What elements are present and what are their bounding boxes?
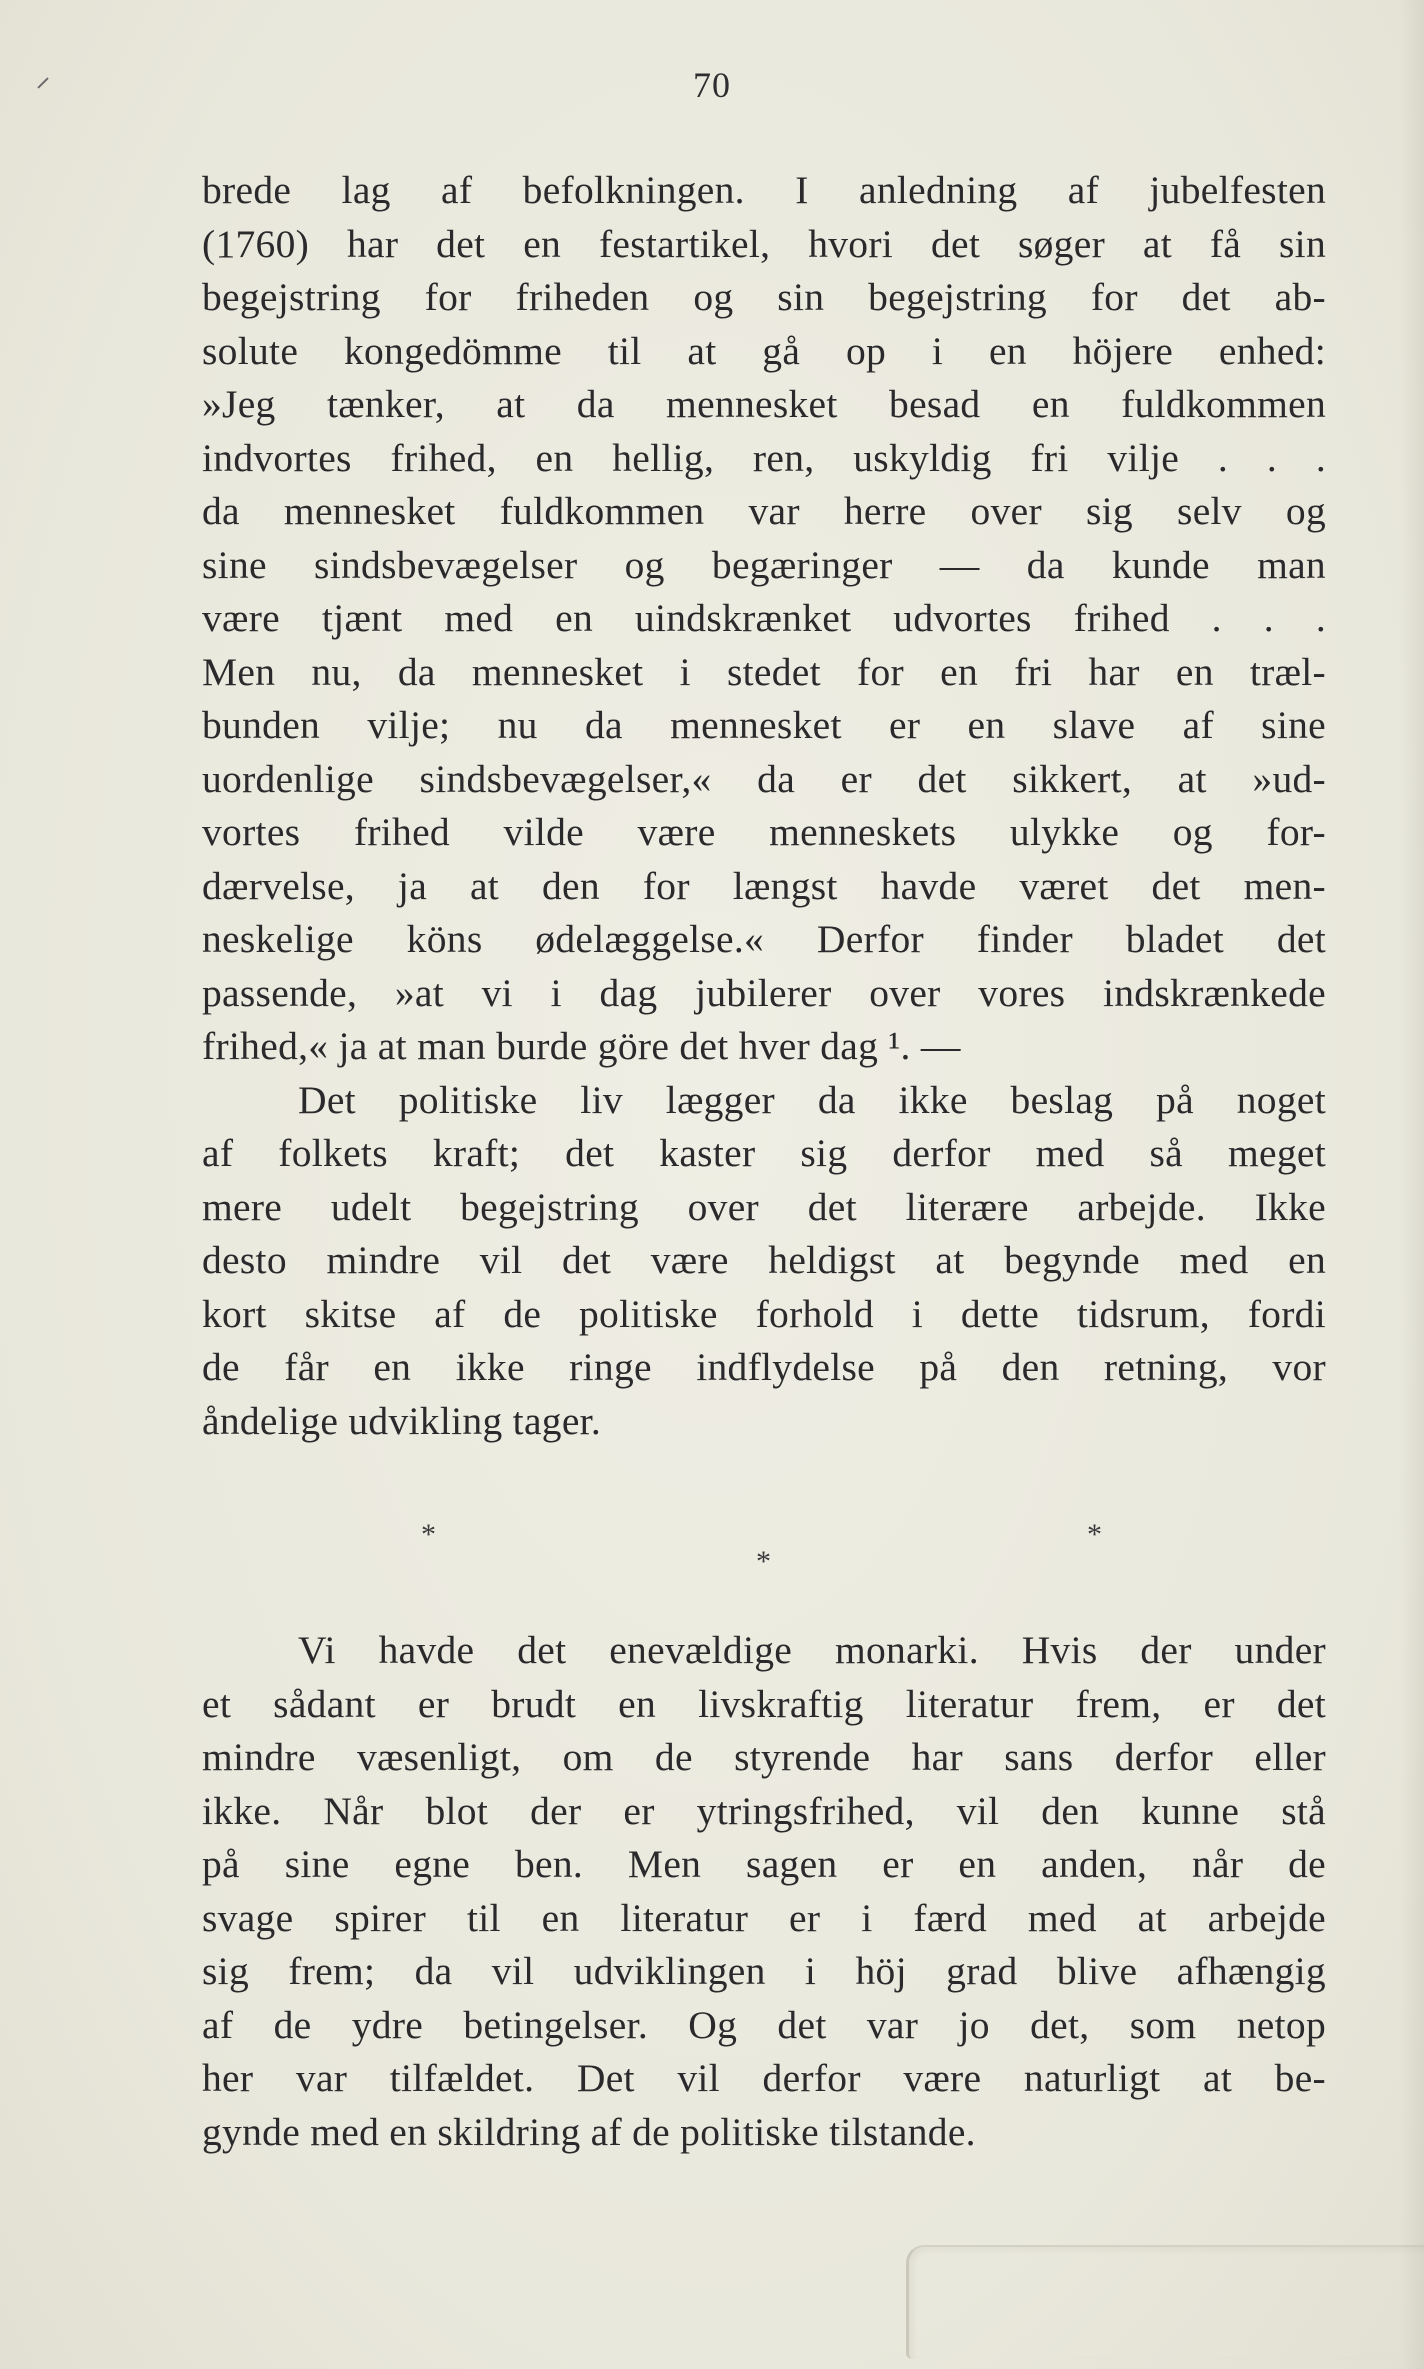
text-line: solute kongedömme til at gå op i en höjere enhed: [202,328,1326,373]
text-line: neskelige köns ødelæggelse.« Derfor finder bladet det [202,917,1326,961]
text-line: være tjænt med en uindskrænket udvortes frihed . . . [202,596,1326,640]
text-line: »Jeg tænker, at da mennesket besad en fuldkommen [202,382,1326,426]
text-line: frihed,« ja at man burde göre det hver dag ¹. — [202,1024,961,1068]
text-line: Men nu, da mennesket i stedet for en fri har en træl- [202,649,1326,694]
text-line: mere udelt begejstring over det literære arbejde. Ikke [202,1184,1326,1229]
text-line: sine sindsbevægelser og begæringer — da kunde man [202,542,1326,587]
text-line: Vi havde det enevældige monarki. Hvis der under [298,1628,1326,1672]
page-edge-shadow [1400,0,1424,2369]
text-line: et sådant er brudt en livskraftig literatur frem, er det [202,1681,1326,1726]
text-line: passende, »at vi i dag jubilerer over vores indskrænkede [202,970,1326,1015]
text-line: uordenlige sindsbevægelser,« da er det sikkert, at »ud- [202,756,1326,801]
text-line: sig frem; da vil udviklingen i höj grad blive afhængig [202,1949,1326,1993]
text-line: af de ydre betingelser. Og det var jo det, som netop [202,2002,1326,2047]
text-line: (1760) har det en festartikel, hvori det søger at få sin [202,221,1326,266]
text-line: dærvelse, ja at den for længst havde været det men- [202,863,1326,908]
paragraph-a [202,164,1326,1448]
text-line: her var tilfældet. Det vil derfor være naturligt at be- [202,2056,1326,2100]
text-line: kort skitse af de politiske forhold i dette tidsrum, fordi [202,1291,1326,1336]
text-line: desto mindre vil det være heldigst at begynde med en [202,1238,1326,1282]
text-line: bunden vilje; nu da mennesket er en slave af sine [202,703,1326,747]
text-line: vortes frihed vilde være menneskets ulykke og for- [202,810,1326,854]
text-line: brede lag af befolkningen. I anledning af jubelfesten [202,168,1326,212]
text-line: da mennesket fuldkommen var herre over sig selv og [202,489,1326,533]
text-line: svage spirer til en literatur er i færd med at arbejde [202,1895,1326,1940]
section-separator-star: * [756,1545,771,1578]
page-number: 70 [693,65,731,105]
text-line: på sine egne ben. Men sagen er en anden, når de [202,1842,1326,1886]
section-separator-star: * [421,1518,436,1551]
text-line: åndelige udvikling tager. [202,1398,602,1443]
text-line: indvortes frihed, en hellig, ren, uskyldig fri vilje . . . [202,435,1326,480]
library-stamp-outline [906,2245,1424,2359]
section-separator-star: * [1087,1518,1102,1551]
text-line: gynde med en skildring af de politiske tilstande. [202,2109,976,2154]
text-line: ikke. Når blot der er ytringsfrihed, vil den kunne stå [202,1788,1326,1833]
text-line: de får en ikke ringe indflydelse på den retning, vor [202,1345,1326,1389]
text-line: af folkets kraft; det kaster sig derfor med så meget [202,1131,1326,1175]
text-line: mindre væsenligt, om de styrende har sans derfor eller [202,1735,1326,1779]
text-line: begejstring for friheden og sin begejstring for det ab- [202,275,1326,319]
paragraph-b [202,1624,1326,2159]
text-line: Det politiske liv lægger da ikke beslag på noget [298,1077,1326,1122]
